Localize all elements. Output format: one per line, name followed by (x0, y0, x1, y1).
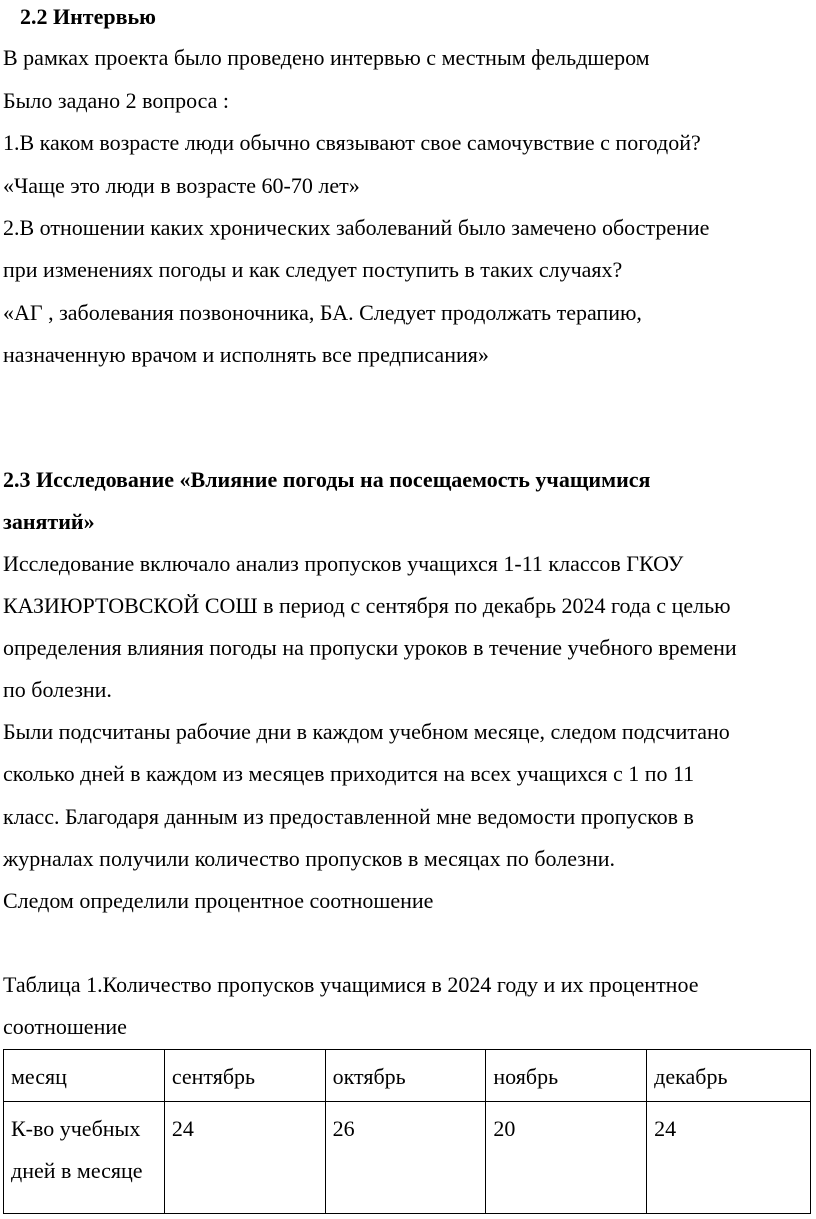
question-2-line2: при изменениях погоды и как следует поступить в таких случаях? (3, 257, 623, 282)
table-cell: 20 (486, 1102, 647, 1214)
table-cell: 26 (325, 1102, 486, 1214)
answer-2-line1: «АГ , заболевания позвоночника, БА. Следует продолжать терапию, (3, 300, 642, 325)
table-header-cell: месяц (4, 1050, 165, 1102)
question-1: 1.В каком возрасте люди обычно связывают свое самочувствие с погодой? (3, 130, 701, 155)
table-header-cell: декабрь (647, 1050, 811, 1102)
table-header-cell: сентябрь (164, 1050, 325, 1102)
section-2-3-heading-line2: занятий» (3, 509, 95, 534)
table-row (4, 1102, 811, 1214)
paragraph-line: Были подсчитаны рабочие дни в каждом учебном месяце, следом подсчитано (3, 719, 730, 744)
table-row-label (4, 1102, 165, 1214)
section-2-2-heading: 2.2 Интервью (20, 4, 156, 29)
table-cell: 24 (647, 1102, 811, 1214)
paragraph-line: определения влияния погоды на пропуски уроков в течение учебного времени (3, 635, 737, 660)
table-caption-line1: Таблица 1.Количество пропусков учащимися в 2024 году и их процентное (3, 972, 699, 997)
table-header-cell: октябрь (325, 1050, 486, 1102)
section-2-3-heading-line1: 2.3 Исследование «Влияние погоды на посещаемость учащимися (3, 467, 651, 492)
row-label-line1: К-во учебных (11, 1116, 141, 1141)
paragraph-line: сколько дней в каждом из месяцев приходится на всех учащихся с 1 по 11 (3, 761, 695, 786)
paragraph-line: Исследование включало анализ пропусков учащихся 1-11 классов ГКОУ (3, 551, 684, 576)
table-cell: 24 (164, 1102, 325, 1214)
answer-1: «Чаще это люди в возрасте 60-70 лет» (3, 173, 360, 198)
absence-table (3, 1049, 811, 1214)
answer-2-line2: назначенную врачом и исполнять все предписания» (3, 342, 489, 367)
paragraph-line: журналах получили количество пропусков в месяцах по болезни. (3, 846, 615, 871)
paragraph-line: В рамках проекта было проведено интервью с местным фельдшером (3, 45, 650, 70)
table-header-row (4, 1050, 811, 1102)
paragraph-line: Следом определили процентное соотношение (3, 888, 434, 913)
paragraph-line: по болезни. (3, 677, 112, 702)
paragraph-line: класс. Благодаря данным из предоставленной мне ведомости пропусков в (3, 804, 694, 829)
row-label-line2: дней в месяце (11, 1158, 143, 1183)
paragraph-line: Было задано 2 вопроса : (3, 88, 230, 113)
table-caption-line2: соотношение (3, 1014, 127, 1039)
table-header-cell: ноябрь (486, 1050, 647, 1102)
question-2-line1: 2.В отношении каких хронических заболеваний было замечено обострение (3, 215, 710, 240)
paragraph-line: КАЗИЮРТОВСКОЙ СОШ в период с сентября по декабрь 2024 года с целью (3, 593, 731, 618)
